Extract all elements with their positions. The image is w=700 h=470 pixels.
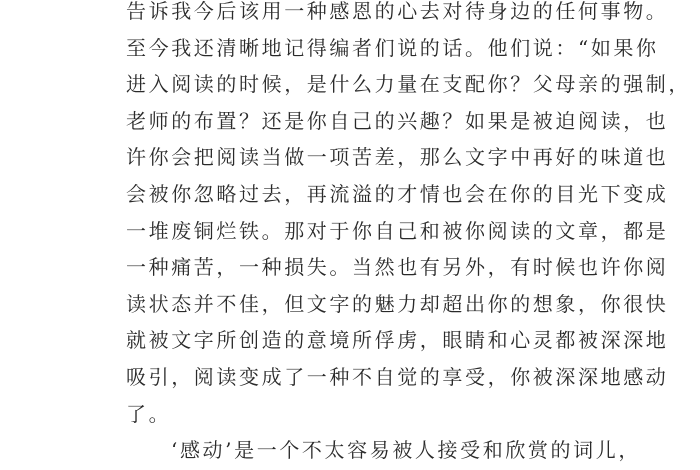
paragraph-start: ‘感动’是一个不太容易被人接受和欣赏的词儿， [171,438,641,463]
text-line: 告诉我今后该用一种感恩的心去对待身边的任何事物。 [126,0,669,23]
text-line: 一种痛苦，一种损失。当然也有另外，有时候也许你阅 [126,255,669,280]
text-line: 会被你忽略过去，再流溢的才情也会在你的目光下变成 [126,181,669,206]
text-line: 许你会把阅读当做一项苦差，那么文字中再好的味道也 [126,145,669,170]
text-line: 读状态并不佳，但文字的魅力却超出你的想象，你很快 [126,291,669,316]
text-line: 就被文字所创造的意境所俘虏，眼睛和心灵都被深深地 [126,328,669,353]
text-line: 吸引，阅读变成了一种不自觉的享受，你被深深地感动 [126,364,669,389]
text-line: 一堆废铜烂铁。那对于你自己和被你阅读的文章，都是 [126,218,669,243]
text-line: 老师的布置？还是你自己的兴趣？如果是被迫阅读，也 [126,108,669,133]
document-page [126,0,691,469]
text-line: 至今我还清晰地记得编者们说的话。他们说：“如果你 [126,35,659,60]
text-line: 进入阅读的时候，是什么力量在支配你？父母亲的强制， [126,72,691,97]
text-line: 了。 [126,401,172,426]
